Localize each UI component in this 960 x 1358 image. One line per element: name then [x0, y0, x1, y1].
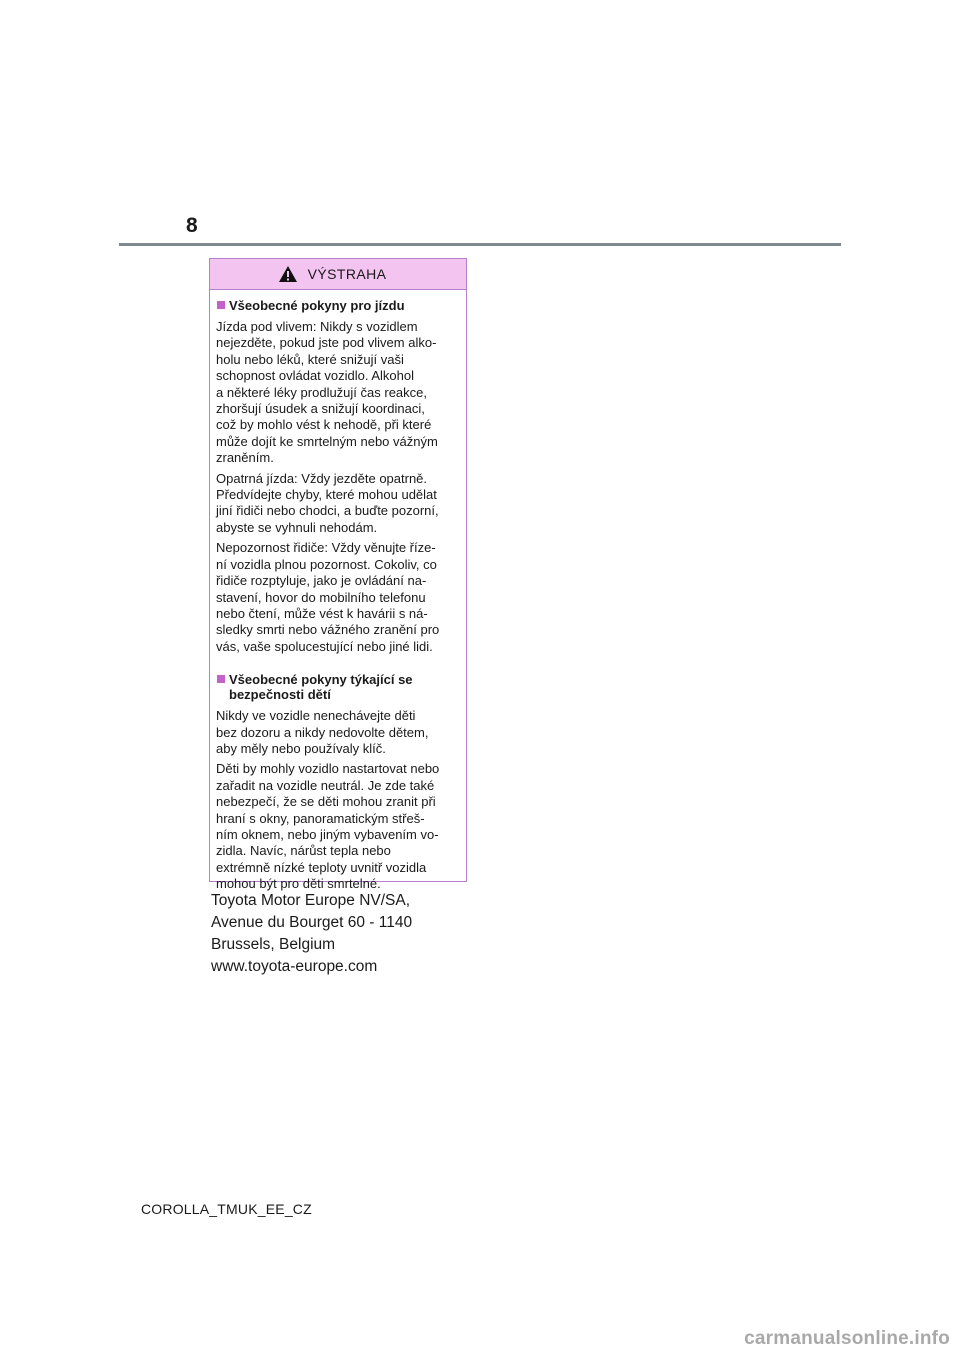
- square-bullet-icon: [217, 301, 225, 309]
- section-heading-driving: [216, 298, 460, 313]
- address-line-city: Brussels, Belgium: [211, 936, 336, 953]
- warning-body: [210, 290, 466, 893]
- paragraph-driver-attention: Nepozornost řidiče: Vždy věnujte říze- ní vozidla plnou pozornost. Cokoliv, co řidiče rozptyluje, jako je ovládání na- stavení, hovor do mobilního telefonu nebo čtení, může vést k havárii s ná- sledky smrti nebo vážného zranění pro vás, vaše spolucestující nebo jiné lidi.: [216, 540, 440, 654]
- paragraph-careful-driving: Opatrná jízda: Vždy jezděte opatrně. Předvídejte chyby, které mohou udělat jiní řidiči nebo chodci, a buďte pozorní, abyste se vyhnuli nehodám.: [216, 470, 439, 535]
- warning-title: VÝSTRAHA: [307, 266, 387, 282]
- warning-header: [210, 259, 466, 290]
- warning-box: [209, 258, 467, 892]
- paragraph-child-dangers: Děti by mohly vozidlo nastartovat nebo zařadit na vozidle neutrál. Je zde také nebezpečí, že se děti mohou zranit při hraní s okny, panoramatickým střeš- ním oknem, nebo jiným vybavením vo- zidla. Navíc, nárůst tepla nebo extrémně nízké teploty uvnitř vozidla mohou být pro děti smrtelné.: [216, 761, 440, 892]
- warning-triangle-icon: [278, 265, 298, 283]
- paragraph-influence: Jízda pod vlivem: Nikdy s vozidlem nejezděte, pokud jste pod vlivem alko- holu nebo léků, které snižují vaši schopnost ovládat vozidlo. Alkohol a některé léky prodlužují čas reakce, zhoršují úsudek a snižují koordinaci, což by mohlo vést k nehodě, při které může dojít ke smrtelným nebo vážným zraněním.: [216, 319, 438, 466]
- address-block: [211, 890, 412, 978]
- watermark: carmanualsonline.info: [744, 1328, 950, 1349]
- address-line-street: Avenue du Bourget 60 - 1140: [211, 914, 413, 931]
- section-heading-text: Všeobecné pokyny pro jízdu: [229, 298, 405, 313]
- address-line-website: www.toyota-europe.com: [211, 958, 378, 975]
- paragraph-unattended-children: Nikdy ve vozidle nenechávejte děti bez dozoru a nikdy nedovolte dětem, aby měly nebo používaly klíč.: [216, 708, 429, 756]
- page-number: 8: [186, 214, 198, 237]
- section-heading-text: Všeobecné pokyny týkající se bezpečnosti dětí: [229, 672, 413, 703]
- header-rule: [119, 243, 841, 246]
- footer-code: COROLLA_TMUK_EE_CZ: [141, 1201, 312, 1217]
- square-bullet-icon: [217, 675, 225, 683]
- address-line-company: Toyota Motor Europe NV/SA,: [211, 892, 411, 909]
- section-heading-child-safety: [216, 672, 460, 702]
